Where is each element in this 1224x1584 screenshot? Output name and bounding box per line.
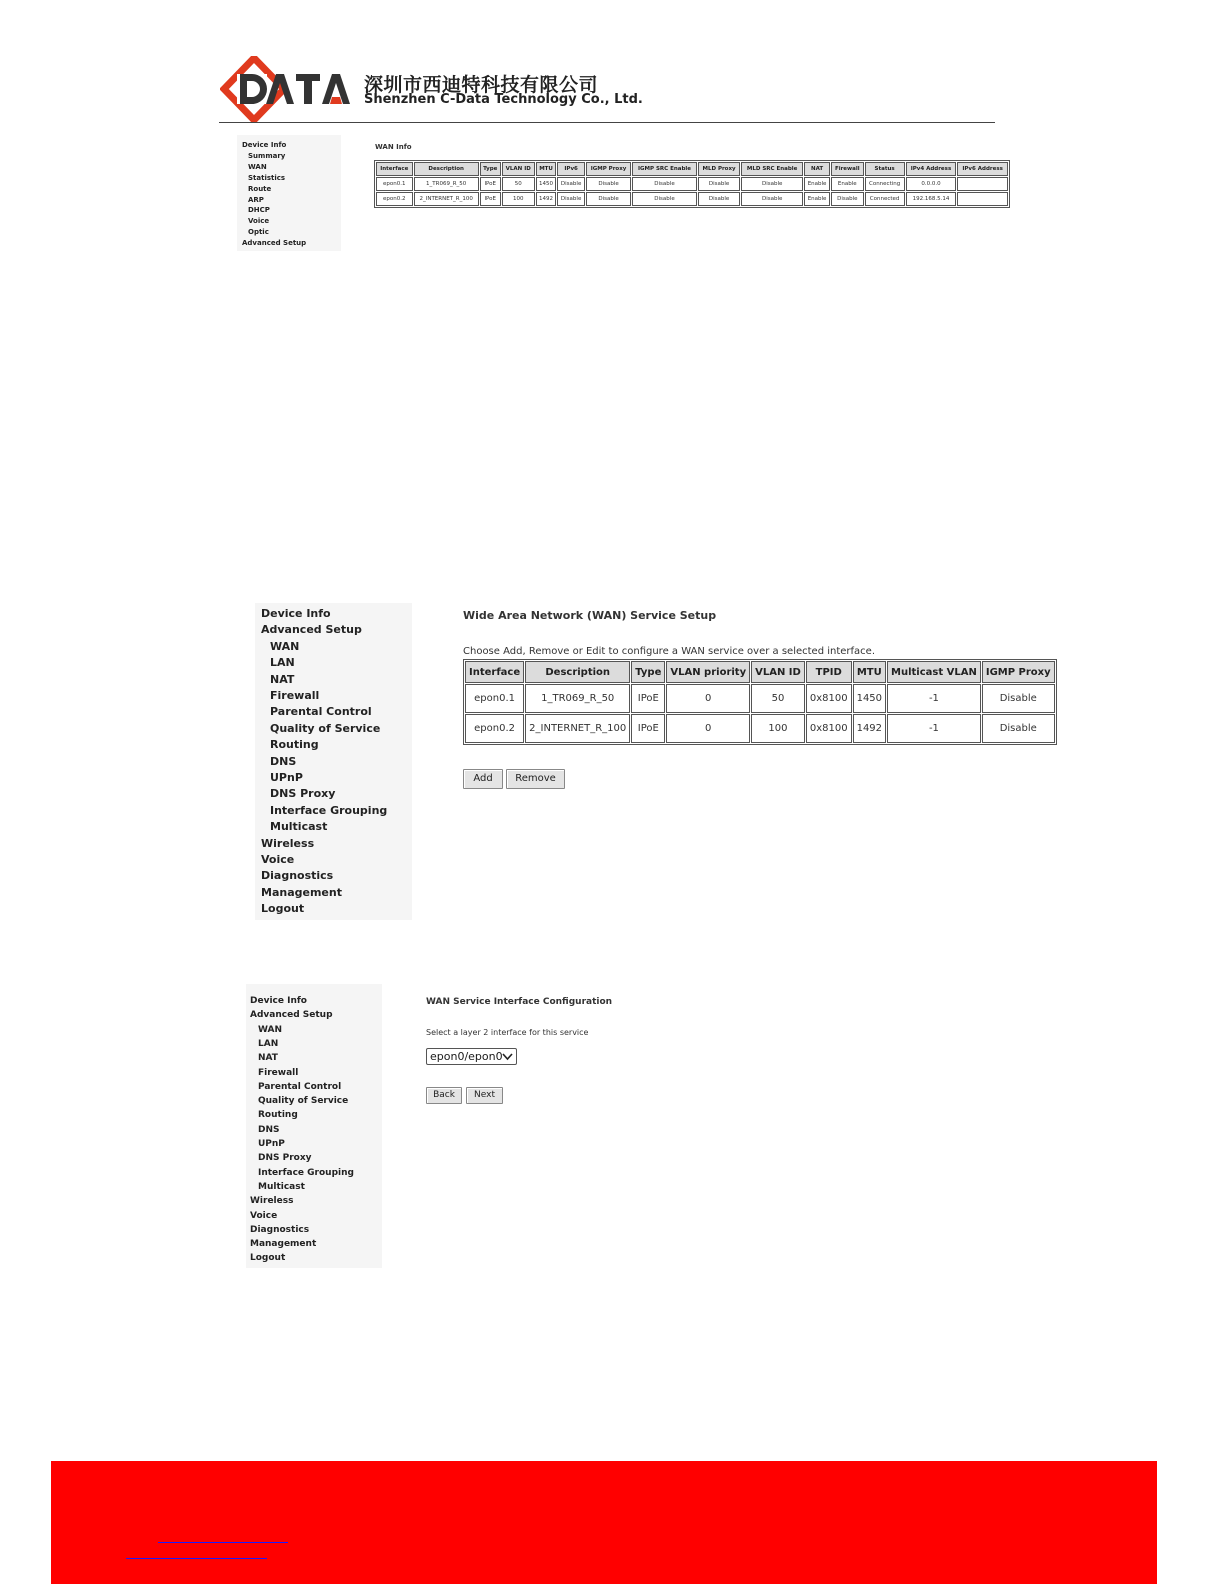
- footer-band: [51, 1461, 1157, 1584]
- column-header: IGMP Proxy: [982, 661, 1055, 683]
- next-button[interactable]: Next: [466, 1087, 503, 1104]
- table-header-row: [465, 661, 1055, 683]
- table-cell: Disable: [831, 192, 864, 206]
- sidebar-item-management[interactable]: Management: [261, 885, 342, 899]
- sidebar-item-arp[interactable]: ARP: [248, 195, 264, 204]
- table-header-row: [376, 162, 1008, 176]
- table-cell: Enable: [804, 177, 830, 191]
- table-cell: 1450: [853, 684, 886, 713]
- sidebar-item-device-info[interactable]: Device Info: [261, 607, 331, 620]
- sidebar-item-logout[interactable]: Logout: [261, 902, 305, 916]
- sidebar-device-info: [237, 135, 341, 251]
- table-row: [376, 177, 1008, 191]
- sidebar-item-dns[interactable]: DNS: [258, 1124, 280, 1135]
- sidebar-item-interface-grouping[interactable]: Interface Grouping: [258, 1167, 354, 1178]
- sidebar-item-wireless[interactable]: Wireless: [250, 1196, 294, 1207]
- table-cell: Disable: [632, 192, 697, 206]
- column-header: VLAN ID: [502, 162, 535, 176]
- table-cell: 1_TR069_R_50: [525, 684, 630, 713]
- table-cell: IPoE: [480, 192, 501, 206]
- table-cell: -1: [887, 684, 981, 713]
- table-cell: Disable: [982, 684, 1055, 713]
- column-header: Firewall: [831, 162, 864, 176]
- table-cell: 2_INTERNET_R_100: [414, 192, 479, 206]
- table-cell: Connecting: [865, 177, 905, 191]
- sidebar-item-quality-of-service[interactable]: Quality of Service: [270, 721, 381, 735]
- sidebar-item-wan[interactable]: WAN: [248, 162, 267, 171]
- sidebar-item-multicast[interactable]: Multicast: [270, 820, 328, 834]
- table-row: [465, 684, 1055, 713]
- sidebar-item-routing[interactable]: Routing: [270, 738, 319, 752]
- sidebar-item-diagnostics[interactable]: Diagnostics: [250, 1224, 310, 1235]
- sidebar-item-firewall[interactable]: Firewall: [258, 1067, 299, 1078]
- table-cell: [957, 177, 1008, 191]
- layer2-interface-select-value: epon0/epon0: [430, 1050, 503, 1063]
- sidebar-item-parental-control[interactable]: Parental Control: [270, 705, 372, 719]
- table-cell: 100: [502, 192, 535, 206]
- table-cell: Disable: [557, 177, 585, 191]
- table-cell: Disable: [632, 177, 697, 191]
- table-cell: 192.168.5.14: [906, 192, 957, 206]
- sidebar-item-summary[interactable]: Summary: [248, 151, 286, 160]
- column-header: MLD SRC Enable: [741, 162, 803, 176]
- table-cell: epon0.2: [465, 714, 524, 743]
- sidebar-item-management[interactable]: Management: [250, 1239, 317, 1250]
- sidebar-item-dns[interactable]: DNS: [270, 754, 297, 768]
- column-header: MTU: [536, 162, 556, 176]
- table-cell: 0.0.0.0: [906, 177, 957, 191]
- sidebar-item-upnp[interactable]: UPnP: [270, 771, 303, 784]
- table-cell: Disable: [586, 192, 631, 206]
- sidebar-item-multicast[interactable]: Multicast: [258, 1181, 305, 1192]
- footer-link-underline: [126, 1558, 267, 1559]
- column-header: TPID: [806, 661, 852, 683]
- column-header: IPv6 Address: [957, 162, 1008, 176]
- table-cell: 1492: [853, 714, 886, 743]
- column-header: Description: [414, 162, 479, 176]
- table-cell: 2_INTERNET_R_100: [525, 714, 630, 743]
- sidebar-item-quality-of-service[interactable]: Quality of Service: [258, 1096, 349, 1107]
- table-cell: Disable: [557, 192, 585, 206]
- table-row: [376, 192, 1008, 206]
- table-cell: [957, 192, 1008, 206]
- table-cell: IPoE: [480, 177, 501, 191]
- table-cell: 1450: [536, 177, 556, 191]
- column-header: Description: [525, 661, 630, 683]
- add-button[interactable]: Add: [463, 769, 503, 789]
- sidebar-item-wan[interactable]: WAN: [258, 1024, 283, 1035]
- sidebar-item-dns-proxy[interactable]: DNS Proxy: [258, 1153, 312, 1164]
- table-cell: IPoE: [631, 684, 665, 713]
- table-cell: 0x8100: [806, 684, 852, 713]
- layer2-interface-select[interactable]: [426, 1048, 517, 1065]
- sidebar-item-dhcp[interactable]: DHCP: [248, 206, 270, 215]
- sidebar-item-optic[interactable]: Optic: [248, 228, 269, 237]
- remove-button[interactable]: Remove: [506, 769, 565, 789]
- sidebar-advanced-setup: [255, 603, 412, 920]
- sidebar-item-statistics[interactable]: Statistics: [248, 173, 286, 182]
- table-cell: Enable: [831, 177, 864, 191]
- footer-link-underline: [158, 1542, 288, 1543]
- table-cell: Enable: [804, 192, 830, 206]
- sidebar-item-routing[interactable]: Routing: [258, 1110, 298, 1121]
- table-cell: epon0.1: [376, 177, 413, 191]
- sidebar-item-logout[interactable]: Logout: [250, 1253, 286, 1264]
- column-header: MLD Proxy: [698, 162, 740, 176]
- column-header: Status: [865, 162, 905, 176]
- sidebar-item-upnp[interactable]: UPnP: [258, 1139, 285, 1149]
- column-header: Interface: [465, 661, 524, 683]
- sidebar-item-route[interactable]: Route: [248, 184, 272, 193]
- table-cell: 0: [666, 684, 750, 713]
- sidebar-item-wan[interactable]: WAN: [270, 639, 300, 653]
- sidebar-item-interface-grouping[interactable]: Interface Grouping: [270, 803, 388, 817]
- sidebar-item-dns-proxy[interactable]: DNS Proxy: [270, 787, 336, 801]
- column-header: IPv6: [557, 162, 585, 176]
- wan-info-title: WAN Info: [375, 143, 412, 151]
- company-name-cn: 深圳市西迪特科技有限公司: [364, 74, 599, 96]
- table-cell: Disable: [586, 177, 631, 191]
- column-header: VLAN ID: [751, 661, 805, 683]
- table-cell: 1_TR069_R_50: [414, 177, 479, 191]
- table-cell: Disable: [741, 192, 803, 206]
- column-header: IPv4 Address: [906, 162, 957, 176]
- table-cell: epon0.2: [376, 192, 413, 206]
- chevron-down-icon: [502, 1051, 513, 1062]
- back-button[interactable]: Back: [426, 1087, 462, 1104]
- column-header: Multicast VLAN: [887, 661, 981, 683]
- wan-service-description: Choose Add, Remove or Edit to configure a WAN service over a selected interface.: [463, 646, 876, 657]
- sidebar-item-diagnostics[interactable]: Diagnostics: [261, 869, 334, 883]
- sidebar-item-voice[interactable]: Voice: [261, 853, 295, 866]
- column-header: IGMP Proxy: [586, 162, 631, 176]
- table-cell: 0: [666, 714, 750, 743]
- table-cell: 50: [502, 177, 535, 191]
- column-header: VLAN priority: [666, 661, 750, 683]
- column-header: MTU: [853, 661, 886, 683]
- sidebar-item-advanced-setup[interactable]: Advanced Setup: [242, 239, 307, 248]
- sidebar-item-voice[interactable]: Voice: [248, 217, 270, 226]
- sidebar-item-lan[interactable]: LAN: [258, 1038, 279, 1049]
- table-cell: -1: [887, 714, 981, 743]
- table-cell: Disable: [698, 177, 740, 191]
- table-row: [465, 714, 1055, 743]
- table-cell: Disable: [741, 177, 803, 191]
- interface-config-title: WAN Service Interface Configuration: [426, 997, 613, 1007]
- sidebar-item-lan[interactable]: LAN: [270, 656, 295, 670]
- table-cell: Disable: [698, 192, 740, 206]
- table-cell: epon0.1: [465, 684, 524, 713]
- company-name-en: Shenzhen C-Data Technology Co., Ltd.: [364, 92, 643, 107]
- sidebar-item-parental-control[interactable]: Parental Control: [258, 1081, 342, 1092]
- column-header: Interface: [376, 162, 413, 176]
- wan-service-title: Wide Area Network (WAN) Service Setup: [463, 609, 717, 622]
- column-header: Type: [480, 162, 501, 176]
- table-cell: 1492: [536, 192, 556, 206]
- wan-service-table: [463, 659, 1057, 745]
- table-cell: Disable: [982, 714, 1055, 743]
- table-cell: 100: [751, 714, 805, 743]
- wan-info-table: [374, 160, 1010, 208]
- sidebar-item-nat[interactable]: NAT: [258, 1053, 278, 1064]
- sidebar-item-firewall[interactable]: Firewall: [270, 689, 320, 702]
- table-cell: 50: [751, 684, 805, 713]
- column-header: NAT: [804, 162, 830, 176]
- sidebar-item-wireless[interactable]: Wireless: [261, 836, 315, 850]
- column-header: Type: [631, 661, 665, 683]
- column-header: IGMP SRC Enable: [632, 162, 697, 176]
- company-logo: [220, 56, 360, 122]
- sidebar-item-device-info[interactable]: Device Info: [250, 996, 307, 1006]
- sidebar-item-advanced-setup[interactable]: Advanced Setup: [250, 1010, 333, 1021]
- table-cell: 0x8100: [806, 714, 852, 743]
- sidebar-item-advanced-setup[interactable]: Advanced Setup: [261, 623, 362, 637]
- header-divider: [219, 122, 995, 123]
- table-cell: IPoE: [631, 714, 665, 743]
- sidebar-item-voice[interactable]: Voice: [250, 1210, 278, 1221]
- sidebar-item-device-info[interactable]: Device Info: [242, 141, 287, 149]
- interface-config-description: Select a layer 2 interface for this service: [426, 1028, 589, 1037]
- sidebar-advanced-setup-2: [246, 984, 382, 1268]
- sidebar-item-nat[interactable]: NAT: [270, 672, 295, 686]
- table-cell: Connected: [865, 192, 905, 206]
